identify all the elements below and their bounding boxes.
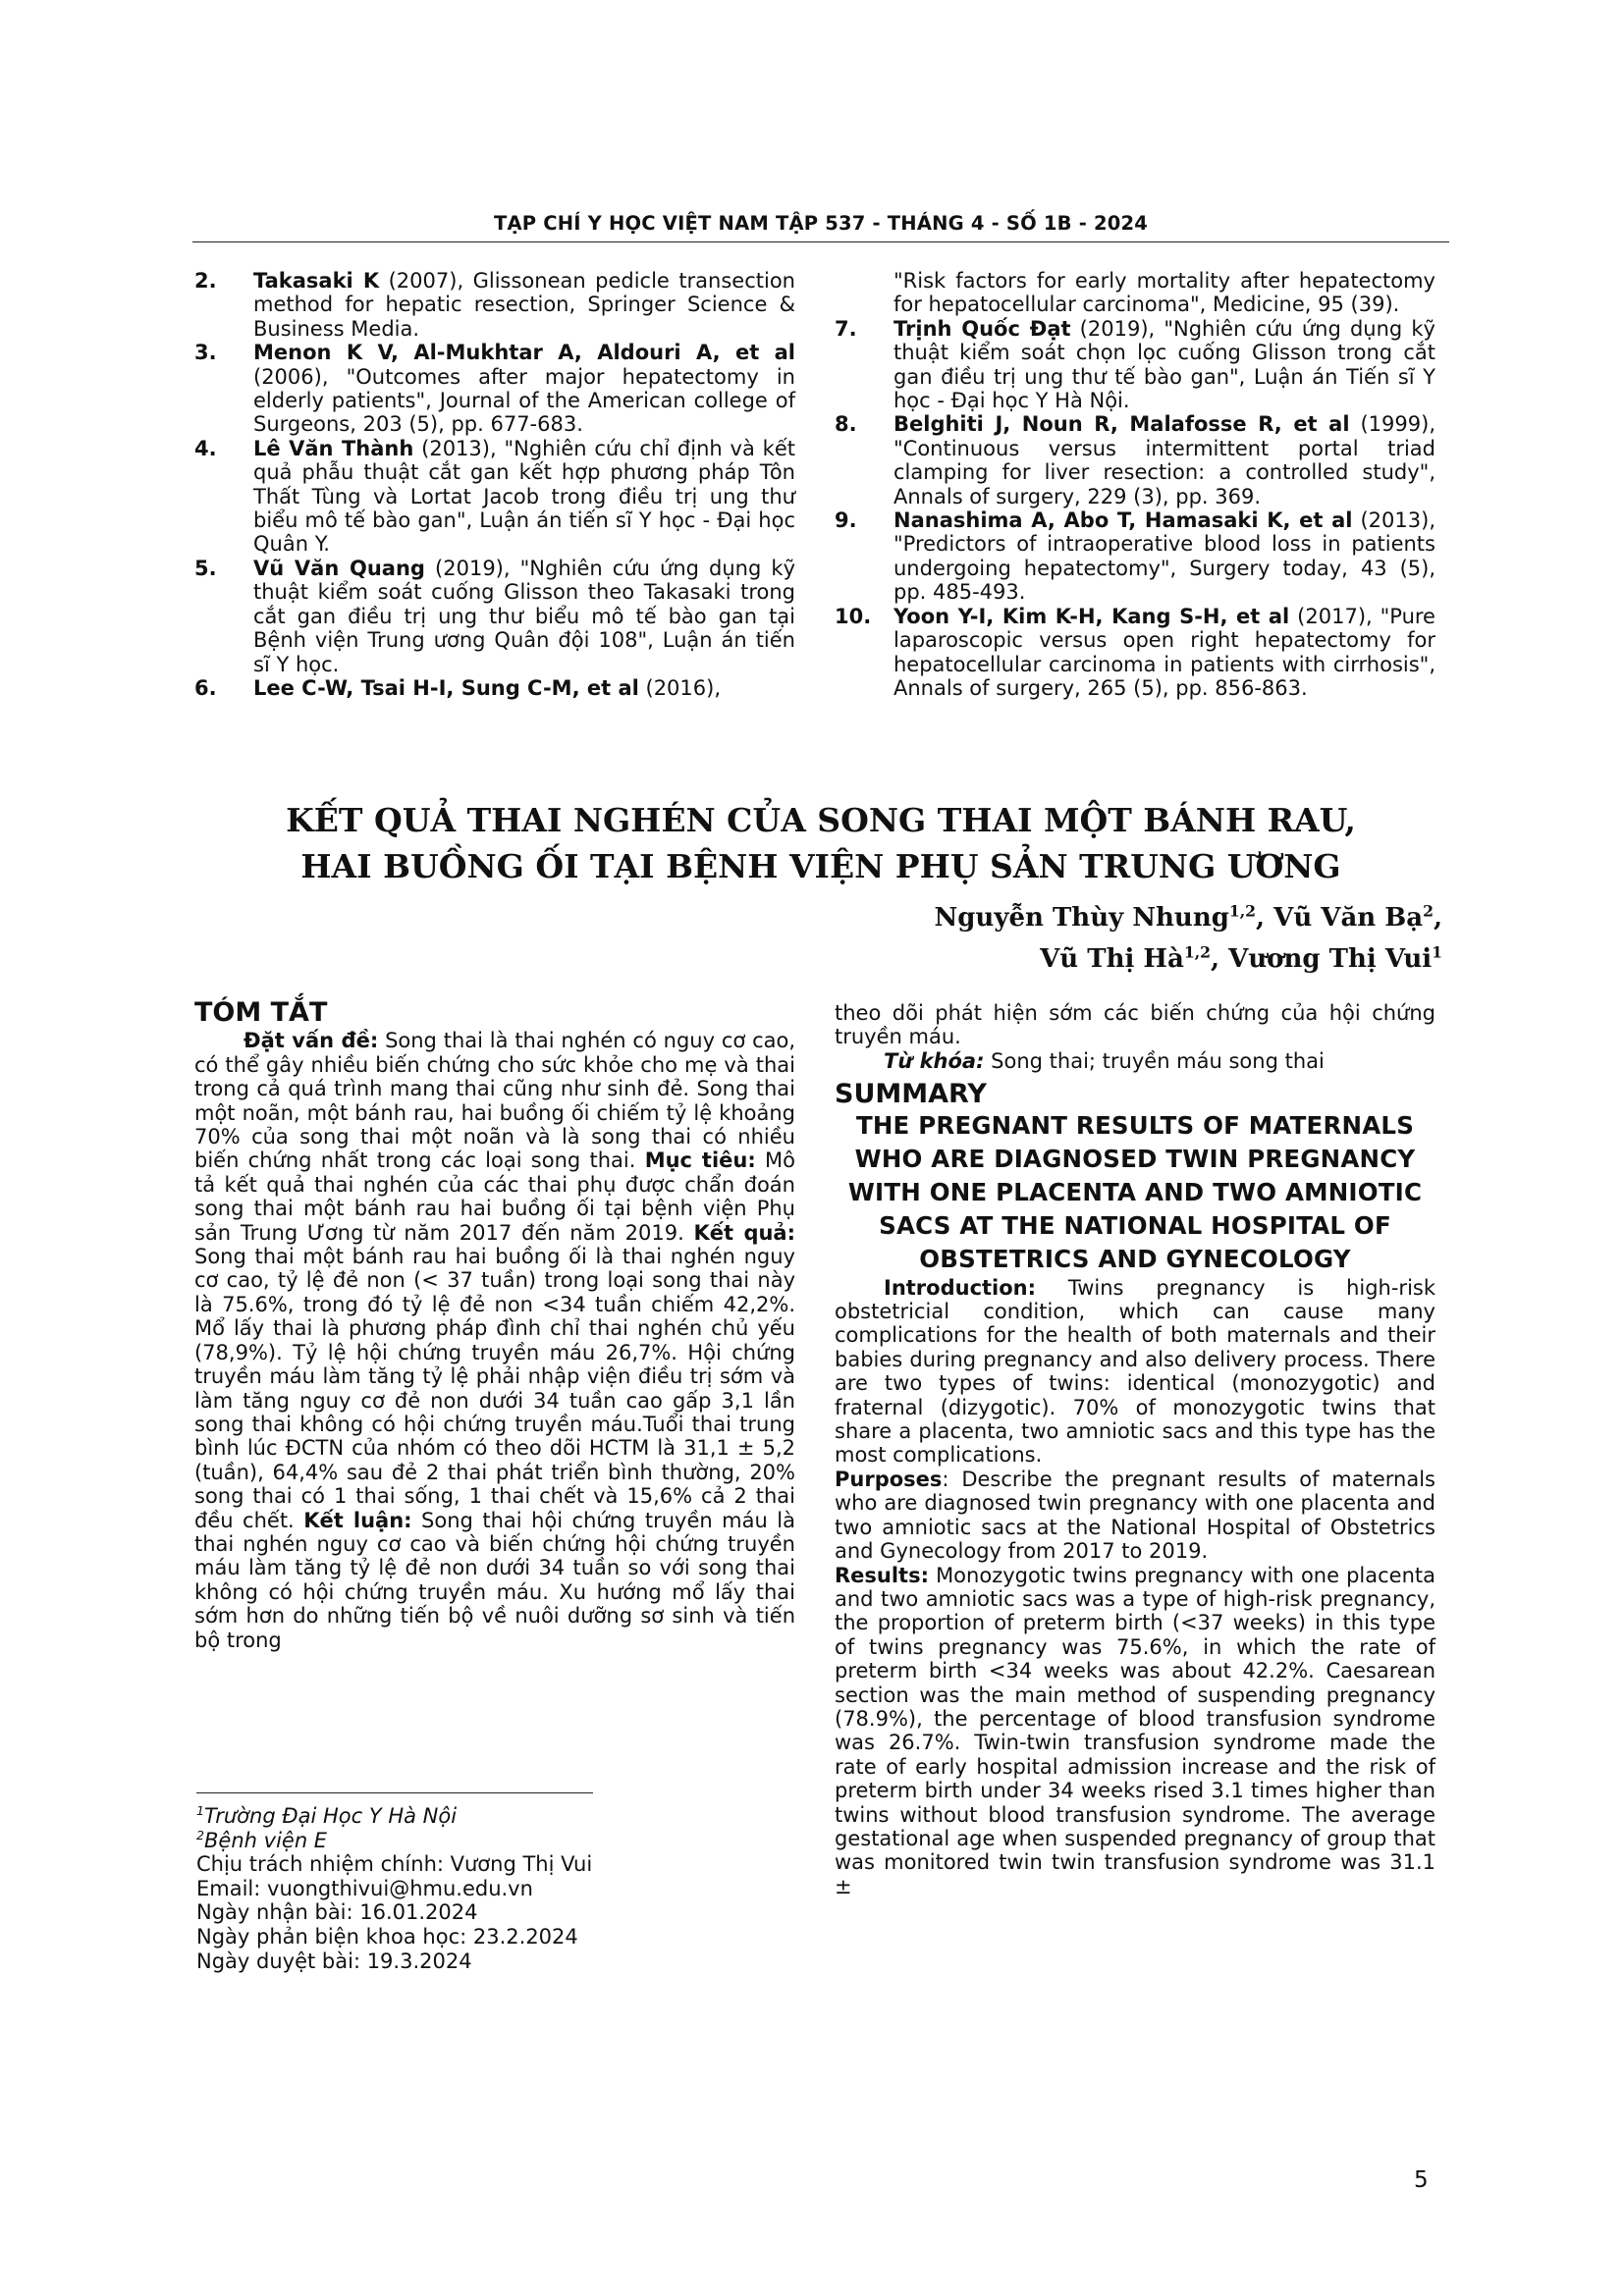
author-name: Nguyễn Thùy Nhung bbox=[934, 903, 1229, 933]
author-affiliation: 2 bbox=[1423, 901, 1434, 921]
author-affiliation: 1,2 bbox=[1228, 901, 1257, 921]
text-ket-qua: Song thai một bánh rau hai buồng ối là thai nghén nguy cơ cao, tỷ lệ đẻ non (< 37 tuần) trong loại song thai này là 75.6%, trong đó tỷ lệ đẻ non <34 tuần chiếm 42,2%. Mổ lấy thai là phương pháp đình chỉ thai nghén chủ yếu (78,9%). Tỷ lệ hội chứng truyền máu 26,7%. Hội chứng truyền máu làm tăng tỷ lệ phải nhập viện điều trị sớm và làm tăng nguy cơ đẻ non dưới 34 tuần cao gấp 3,1 lần song thai không có hội chứng truyền máu.Tuổi thai trung bình lúc ĐCTN của nhóm có theo dõi HCTM là 31,1 ± 5,2 (tuần), 64,4% sau đẻ 2 thai phát triển bình thường, 20% song thai có 1 thai sống, 1 thai chết và 15,6% cả 2 thai đều chết. bbox=[194, 1245, 795, 1532]
label-muc-tieu: Mục tiêu: bbox=[644, 1148, 756, 1173]
reference-authors: Vũ Văn Quang bbox=[253, 556, 425, 580]
authors-line bbox=[934, 938, 1442, 980]
date-accepted: Ngày duyệt bài: 19.3.2024 bbox=[196, 1949, 472, 1973]
reference-text: (2006), "Outcomes after major hepatectomy in elderly patients", Journal of the American college of Surgeons, 203 (5), pp. 677-683. bbox=[253, 364, 795, 437]
reference-text: (2013), "Predictors of intraoperative blood loss in patients undergoing hepatectomy", Surgery today, 43 (5), pp. 485-493. bbox=[893, 508, 1435, 605]
reference-number: 2. bbox=[194, 269, 217, 293]
affiliation-number: 2 bbox=[196, 1827, 205, 1842]
reference-item bbox=[835, 508, 1435, 605]
text-dat-van-de: Song thai là thai nghén có nguy cơ cao, có thể gây nhiều biến chứng cho sức khỏe cho mẹ và thai trong cả quá trình mang thai cũng như sinh đẻ. Song thai một noãn, một bánh rau, hai buồng ối chiếm tỷ lệ khoảng 70% của song thai một noãn và là song thai có nhiều biến chứng nhất trong các loại song thai. bbox=[194, 1029, 796, 1173]
author-name: , Vương Thị Vui bbox=[1211, 944, 1433, 974]
abstract-heading: TÓM TẮT bbox=[194, 997, 328, 1028]
reference-continuation bbox=[835, 269, 1435, 317]
reference-item bbox=[194, 341, 795, 437]
author-separator: , bbox=[1433, 903, 1442, 933]
label-dat-van-de: Đặt vấn đề: bbox=[244, 1029, 379, 1053]
affiliation-number: 1 bbox=[196, 1803, 205, 1818]
label-ket-qua: Kết quả: bbox=[693, 1220, 795, 1245]
author-affiliation: 1,2 bbox=[1183, 942, 1211, 962]
references-left-column bbox=[194, 269, 795, 700]
reference-item bbox=[194, 437, 795, 557]
journal-header: TẠP CHÍ Y HỌC VIỆT NAM TẬP 537 - THÁNG 4 - SỐ 1B - 2024 bbox=[493, 212, 1149, 235]
reference-authors: Menon K V, Al-Mukhtar A, Aldouri A, et al bbox=[253, 341, 795, 365]
keywords-text: Song thai; truyền máu song thai bbox=[984, 1048, 1325, 1073]
reference-number: 10. bbox=[835, 604, 872, 628]
page-number: 5 bbox=[1414, 2167, 1429, 2193]
date-received: Ngày nhận bài: 16.01.2024 bbox=[196, 1900, 478, 1925]
abstract-body bbox=[194, 1029, 795, 1652]
reference-text: (2017), "Pure laparoscopic versus open right hepatectomy for hepatocellular carcinoma in patients with cirrhosis", Annals of surgery, 265 (5), pp. 856-863. bbox=[893, 604, 1435, 700]
reference-item bbox=[835, 317, 1435, 413]
author-name: , Vũ Văn Bạ bbox=[1256, 903, 1424, 933]
header-rule bbox=[192, 241, 1449, 242]
affiliation-name: Trường Đại Học Y Hà Nội bbox=[204, 1804, 458, 1828]
reference-number: 5. bbox=[194, 556, 217, 580]
reference-item bbox=[835, 412, 1435, 508]
summary-heading: SUMMARY bbox=[835, 1079, 987, 1110]
references-right-column bbox=[835, 269, 1435, 700]
label-results: Results: bbox=[835, 1563, 929, 1587]
reference-number: 3. bbox=[194, 341, 217, 365]
reference-item bbox=[835, 605, 1435, 701]
date-reviewed: Ngày phản biện khoa học: 23.2.2024 bbox=[196, 1924, 578, 1949]
reference-number: 4. bbox=[194, 436, 217, 460]
article-title-line: HAI BUỒNG ỐI TẠI BỆNH VIỆN PHỤ SẢN TRUNG ƯƠNG bbox=[300, 847, 1341, 885]
reference-text: (2019), "Nghiên cứu ứng dụng kỹ thuật kiểm soát chọn lọc cuống Glisson trong cắt gan điều trị ung thư tế bào gan", Luận án Tiến sĩ Y học - Đại học Y Hà Nội. bbox=[893, 316, 1435, 413]
label-ket-luan: Kết luận: bbox=[303, 1508, 412, 1532]
reference-item bbox=[194, 269, 795, 341]
footnotes bbox=[196, 1804, 746, 1973]
author-name: Vũ Thị Hà bbox=[1040, 944, 1184, 974]
reference-text: (1999), "Continuous versus intermittent portal triad clamping for liver resection: a controlled study", Annals of surgery, 229 (3), pp. 369. bbox=[893, 412, 1435, 508]
keywords-label: Từ khóa: bbox=[884, 1048, 985, 1073]
keywords bbox=[835, 1049, 1435, 1073]
article-title bbox=[196, 797, 1445, 889]
label-purposes: Purposes bbox=[835, 1467, 943, 1491]
reference-number: 8. bbox=[835, 412, 857, 437]
authors-line bbox=[934, 897, 1442, 938]
affiliation-1 bbox=[196, 1804, 746, 1829]
reference-text: (2019), "Nghiên cứu ứng dụng kỹ thuật kiểm soát cuống Glisson theo Takasaki trong cắt gan điều trị ung thư biểu mô tế bào gan tại Bệnh viện Trung ương Quân đội 108", Luận án tiến sĩ Y học. bbox=[253, 556, 795, 676]
abstract-right-column bbox=[835, 1001, 1435, 1898]
reference-text: "Risk factors for early mortality after hepatectomy for hepatocellular carcinoma", Medicine, 95 (39). bbox=[893, 269, 1435, 317]
reference-authors: Takasaki K bbox=[253, 269, 380, 293]
text-ket-luan: Song thai hội chứng truyền máu là thai nghén nguy cơ cao và biến chứng hội chứng truyền máu làm tăng tỷ lệ đẻ non dưới 34 tuần so với song thai không có hội chứng truyền máu. Xu hướng mổ lấy thai sớm hơn do những tiến bộ về nuôi dưỡng sơ sinh và tiến bộ trong bbox=[194, 1508, 795, 1652]
article-authors bbox=[934, 897, 1442, 980]
text-purposes: : Describe the pregnant results of maternals who are diagnosed twin pregnancy with one placenta and two amniotic sacs at the National Hospital of Obstetrics and Gynecology from 2017 to 2019. bbox=[835, 1467, 1435, 1564]
label-introduction: Introduction: bbox=[884, 1275, 1037, 1300]
reference-text: (2016), bbox=[638, 675, 722, 700]
affiliation-2 bbox=[196, 1829, 746, 1853]
article-title-line: KẾT QUẢ THAI NGHÉN CỦA SONG THAI MỘT BÁNH RAU, bbox=[286, 801, 1356, 839]
affiliation-name: Bệnh viện E bbox=[204, 1828, 328, 1852]
author-affiliation: 1 bbox=[1432, 942, 1442, 962]
text-muc-tieu: Mô tả kết quả thai nghén của các thai phụ được chẩn đoán song thai một bánh rau hai buồng ối tại bệnh viện Phụ sản Trung Ương từ năm 2017 đến năm 2019. bbox=[194, 1148, 795, 1245]
corresponding-author: Chịu trách nhiệm chính: Vương Thị Vui bbox=[196, 1852, 593, 1877]
reference-number: 6. bbox=[194, 675, 217, 700]
reference-number: 9. bbox=[835, 508, 857, 533]
reference-item bbox=[194, 676, 795, 700]
summary-title: THE PREGNANT RESULTS OF MATERNALS WHO ARE DIAGNOSED TWIN PREGNANCY WITH ONE PLACENTA AND TWO AMNIOTIC SACS AT THE NATIONAL HOSPITAL OF OBSTETRICS AND GYNECOLOGY bbox=[847, 1110, 1423, 1273]
text-results: Monozygotic twins pregnancy with one placenta and two amniotic sacs was a type of high-risk pregnancy, the proportion of preterm birth (<37 weeks) in this type of twins pregnancy was 75.6%, in which the rate of preterm birth <34 weeks was about 42.2%. Caesarean section was the main method of suspending pregnancy (78.9%), the percentage of blood transfusion syndrome was 26.7%. Twin-twin transfusion syndrome made the rate of early hospital admission increase and the risk of preterm birth under 34 weeks rised 3.1 times higher than twins without blood transfusion syndrome. The average gestational age when suspended pregnancy of group that was monitored twin twin transfusion syndrome was 31.1 ± bbox=[835, 1563, 1435, 1898]
reference-number: 7. bbox=[835, 316, 857, 341]
reference-item bbox=[194, 557, 795, 676]
reference-authors: Belghiti J, Noun R, Malafosse R, et al bbox=[893, 412, 1350, 437]
summary-body bbox=[835, 1276, 1435, 1899]
reference-authors: Lee C-W, Tsai H-I, Sung C-M, et al bbox=[253, 675, 639, 700]
reference-authors: Yoon Y-I, Kim K-H, Kang S-H, et al bbox=[893, 604, 1290, 628]
text-introduction: Twins pregnancy is high-risk obstetricial condition, which can cause many complications for the health of both maternals and their babies during pregnancy and also delivery process. There are two types of twins: identical (monozygotic) and fraternal (dizygotic). 70% of monozygotic twins that share a placenta, two amniotic sacs and this type has the most complications. bbox=[835, 1275, 1435, 1468]
reference-authors: Nanashima A, Abo T, Hamasaki K, et al bbox=[893, 508, 1353, 533]
footnote-rule bbox=[196, 1792, 593, 1793]
reference-authors: Trịnh Quốc Đạt bbox=[893, 316, 1071, 341]
reference-authors: Lê Văn Thành bbox=[253, 436, 414, 460]
abstract-vi bbox=[194, 997, 796, 1652]
corresponding-email: Email: vuongthivui@hmu.edu.vn bbox=[196, 1876, 533, 1900]
reference-text: (2007), Glissonean pedicle transection method for hepatic resection, Springer Science & Business Media. bbox=[253, 269, 795, 341]
reference-text: (2013), "Nghiên cứu chỉ định và kết quả phẫu thuật cắt gan kết hợp phương pháp Tôn Thất Tùng và Lortat Jacob trong điều trị ung thư biểu mô tế bào gan", Luận án tiến sĩ Y học - Đại học Quân Y. bbox=[253, 436, 795, 557]
abstract-continuation: theo dõi phát hiện sớm các biến chứng của hội chứng truyền máu. bbox=[835, 1001, 1435, 1049]
